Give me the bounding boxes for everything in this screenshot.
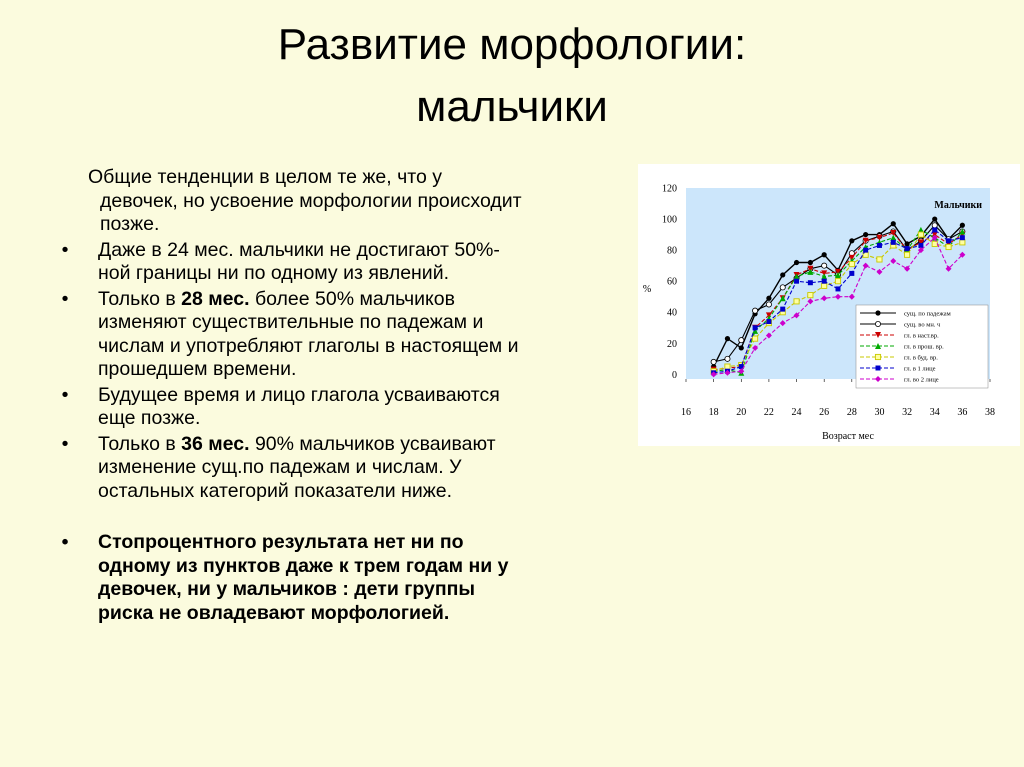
data-point — [932, 227, 937, 232]
data-point — [932, 241, 937, 246]
x-axis-label: Возраст мес — [822, 431, 874, 442]
bullet-line: прошедшем времени. — [98, 358, 297, 380]
bullet-item — [58, 239, 638, 286]
bullet-line: остальных категорий показатели ниже. — [98, 479, 453, 502]
bullet-mark: • — [61, 238, 69, 261]
data-point — [752, 308, 757, 313]
data-point — [932, 216, 937, 221]
data-point — [836, 286, 841, 291]
data-point — [766, 319, 771, 324]
data-point — [752, 336, 757, 341]
data-point — [960, 235, 965, 240]
data-point — [905, 246, 910, 251]
bullet-text: более 50% мальчиков — [249, 287, 455, 310]
data-point — [711, 359, 716, 364]
data-point — [849, 261, 854, 266]
x-tick-label: 32 — [902, 407, 913, 418]
data-point — [918, 232, 923, 237]
data-point — [835, 279, 840, 284]
bullet-item — [58, 531, 638, 625]
data-point — [808, 260, 813, 265]
bullet-mark: • — [61, 432, 69, 455]
legend-marker — [875, 310, 880, 315]
data-point — [780, 272, 785, 277]
bullet-line: Даже в 24 мес. мальчики не достигают 50%- — [98, 238, 500, 261]
data-point — [904, 252, 909, 257]
bullet-text: Только в — [98, 287, 182, 310]
intro-line: позже. — [100, 213, 160, 235]
x-tick-label: 18 — [708, 407, 719, 418]
title-line-2: мальчики — [416, 82, 608, 131]
line-chart — [638, 164, 1020, 446]
data-point — [780, 307, 785, 312]
bullet-line: Будущее время и лицо глагола усваиваются — [98, 383, 500, 406]
legend — [856, 305, 988, 388]
bullet-bold-text: 36 мес. — [181, 432, 250, 455]
x-tick-label: 16 — [681, 407, 691, 418]
data-point — [725, 336, 730, 341]
y-tick-label: 60 — [667, 276, 677, 288]
intro-paragraph — [58, 166, 638, 237]
data-point — [877, 257, 882, 262]
data-point — [822, 263, 827, 268]
bullet-line: девочек, ни у мальчиков : дети группы — [98, 578, 476, 600]
data-point — [891, 221, 896, 226]
bullet-item — [58, 384, 638, 431]
legend-label: сущ. по падежам — [904, 310, 951, 318]
data-point — [863, 232, 868, 237]
legend-marker — [876, 366, 881, 371]
data-point — [739, 345, 744, 350]
legend-label: гл. во 2 лице — [904, 376, 939, 384]
intro-line: Общие тенденции в целом те же, что у — [88, 166, 442, 188]
data-point — [822, 252, 827, 257]
slide-body — [58, 166, 638, 625]
data-point — [725, 364, 730, 369]
legend-label: гл. в буд. вр. — [904, 354, 938, 362]
bullet-line: одному из пунктов даже к трем годам ни у — [98, 554, 509, 577]
bullet-line: риска не овладевают морфологией. — [98, 601, 450, 624]
x-tick-label: 28 — [846, 407, 857, 418]
data-point — [877, 243, 882, 248]
bullet-line: еще позже. — [98, 407, 201, 429]
legend-marker — [875, 321, 880, 326]
bullet-line: числам и употребляют глаголы в настоящем и — [98, 334, 519, 357]
data-point — [725, 356, 730, 361]
data-point — [960, 223, 965, 228]
slide-title — [0, 14, 1024, 138]
bullet-bold-text: 28 мес. — [181, 287, 250, 310]
bullet-mark: • — [61, 287, 69, 310]
data-point — [960, 240, 965, 245]
data-point — [849, 238, 854, 243]
data-point — [794, 260, 799, 265]
data-point — [904, 241, 909, 246]
x-tick-label: 34 — [929, 407, 940, 418]
bullet-text: 90% мальчиков усваивают — [249, 432, 496, 455]
chart-title: Мальчики — [934, 200, 982, 211]
y-tick-label: 100 — [662, 214, 677, 226]
y-tick-label: 120 — [662, 183, 677, 195]
x-tick-label: 24 — [791, 407, 802, 418]
data-point — [932, 223, 937, 228]
data-point — [849, 271, 854, 276]
data-point — [822, 283, 827, 288]
bullet-line: изменяют существительные по падежам и — [98, 311, 484, 333]
bullet-line: ной границы ни по одному из явлений. — [98, 262, 450, 284]
data-point — [822, 279, 827, 284]
x-tick-label: 36 — [957, 407, 968, 418]
bullet-item — [58, 433, 638, 504]
bullet-item — [58, 288, 638, 382]
bullet-mark: • — [61, 383, 69, 406]
legend-label: гл. в прош. вр. — [904, 343, 944, 351]
data-point — [863, 248, 868, 253]
data-point — [808, 293, 813, 298]
data-point — [794, 279, 799, 284]
x-tick-label: 26 — [819, 407, 830, 418]
x-tick-label: 20 — [736, 407, 747, 418]
data-point — [766, 296, 771, 301]
data-point — [891, 240, 896, 245]
data-point — [946, 238, 951, 243]
y-tick-label: 80 — [667, 245, 677, 257]
bullet-line — [98, 288, 638, 312]
data-point — [808, 280, 813, 285]
data-point — [794, 299, 799, 304]
y-axis-label: % — [642, 284, 652, 295]
data-point — [739, 338, 744, 343]
intro-line: девочек, но усвоение морфологии происходит — [100, 189, 522, 212]
legend-label: гл. в 1 лице — [904, 365, 936, 373]
data-point — [780, 285, 785, 290]
x-tick-label: 38 — [985, 407, 995, 418]
data-point — [753, 325, 758, 330]
y-tick-label: 20 — [667, 338, 677, 350]
bullet-mark: • — [61, 531, 69, 553]
y-tick-label: 0 — [672, 369, 677, 381]
bullet-text: Только в — [98, 432, 182, 455]
data-point — [766, 302, 771, 307]
bullet-line: изменение сущ.по падежам и числам. У — [98, 456, 462, 478]
legend-label: гл. в наст.вр. — [904, 332, 939, 340]
legend-label: сущ. во мн. ч — [904, 321, 941, 329]
data-point — [946, 244, 951, 249]
x-tick-label: 30 — [874, 407, 885, 418]
x-tick-label: 22 — [763, 407, 774, 418]
legend-marker — [875, 354, 880, 359]
title-line-1: Развитие морфологии: — [277, 20, 747, 69]
bullet-line — [98, 433, 638, 457]
y-tick-label: 40 — [667, 307, 677, 319]
chart-container — [638, 164, 1020, 446]
bullet-line: Стопроцентного результата нет ни по — [98, 531, 464, 553]
